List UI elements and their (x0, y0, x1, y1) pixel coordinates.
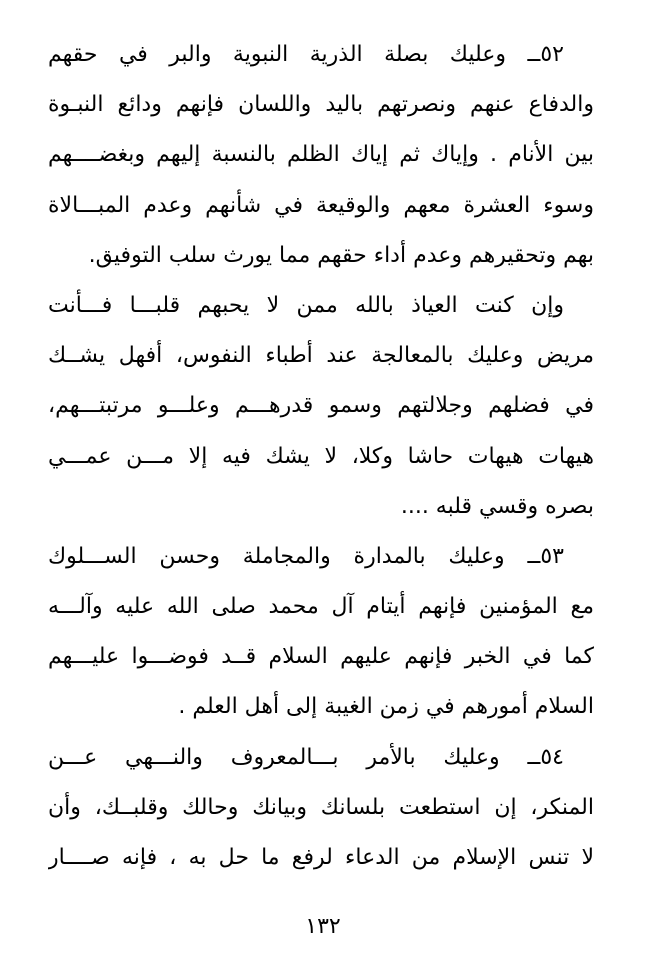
paragraph-54-line-1: ٥٤ــ وعليك بالأمر بـــالمعروف والنـــهي عـــن (48, 744, 564, 770)
paragraph-52-line-4: وسوء العشرة معهم والوقيعة في شأنهم وعدم المبـــالاة (48, 192, 594, 218)
paragraph-52-line-3: بين الأنام . وإياك ثم إياك الظلم بالنسبة إليهم وبغضــــهم (48, 142, 594, 168)
paragraph-52-line-2: والدفاع عنهم ونصرتهم باليد واللسان فإنهم ودائع النبـوة (48, 92, 594, 118)
paragraph-love-line-1: وإن كنت العياذ بالله ممن لا يحبهم قلبـــا فـــأنت (48, 292, 564, 318)
paragraph-53-line-1: ٥٣ــ وعليك بالمدارة والمجاملة وحسن الســـلوك (48, 543, 564, 569)
body-text (48, 30, 594, 883)
paragraph-love-line-5: بصره وقسي قلبه .... (400, 493, 594, 519)
paragraph-52-line-5: بهم وتحقيرهم وعدم أداء حقهم مما يورث سلب التوفيق. (88, 242, 594, 268)
paragraph-love-line-4: هيهات هيهات حاشا وكلا، لا يشك فيه إلا مـــن عمـــي (48, 443, 594, 469)
paragraph-53-line-4: السلام أمورهم في زمن الغيبة إلى أهل العلم . (178, 694, 594, 720)
paragraph-love-line-3: في فضلهم وجلالتهم وسمو قدرهـــم وعلـــو مرتبتـــهم، (48, 393, 594, 419)
paragraph-54-line-2: المنكر، إن استطعت بلسانك وبيانك وحالك وقلبــك، وأن (48, 794, 594, 820)
paragraph-53-line-2: مع المؤمنين فإنهم أيتام آل محمد صلى الله عليه وآلـــه (48, 594, 594, 620)
page-number: ١٣٢ (305, 914, 341, 939)
paragraph-love-line-2: مريض وعليك بالمعالجة عند أطباء النفوس، أفهل يشــك (48, 343, 594, 369)
paragraph-53-line-3: كما في الخبر فإنهم عليهم السلام قــد فوضـــوا عليـــهم (48, 644, 594, 670)
paragraph-52-line-1: ٥٢ــ وعليك بصلة الذرية النبوية والبر في حقهم (48, 42, 564, 67)
paragraph-54-line-3: لا تنس الإسلام من الدعاء لرفع ما حل به ، فإنه صــــار (48, 845, 594, 870)
